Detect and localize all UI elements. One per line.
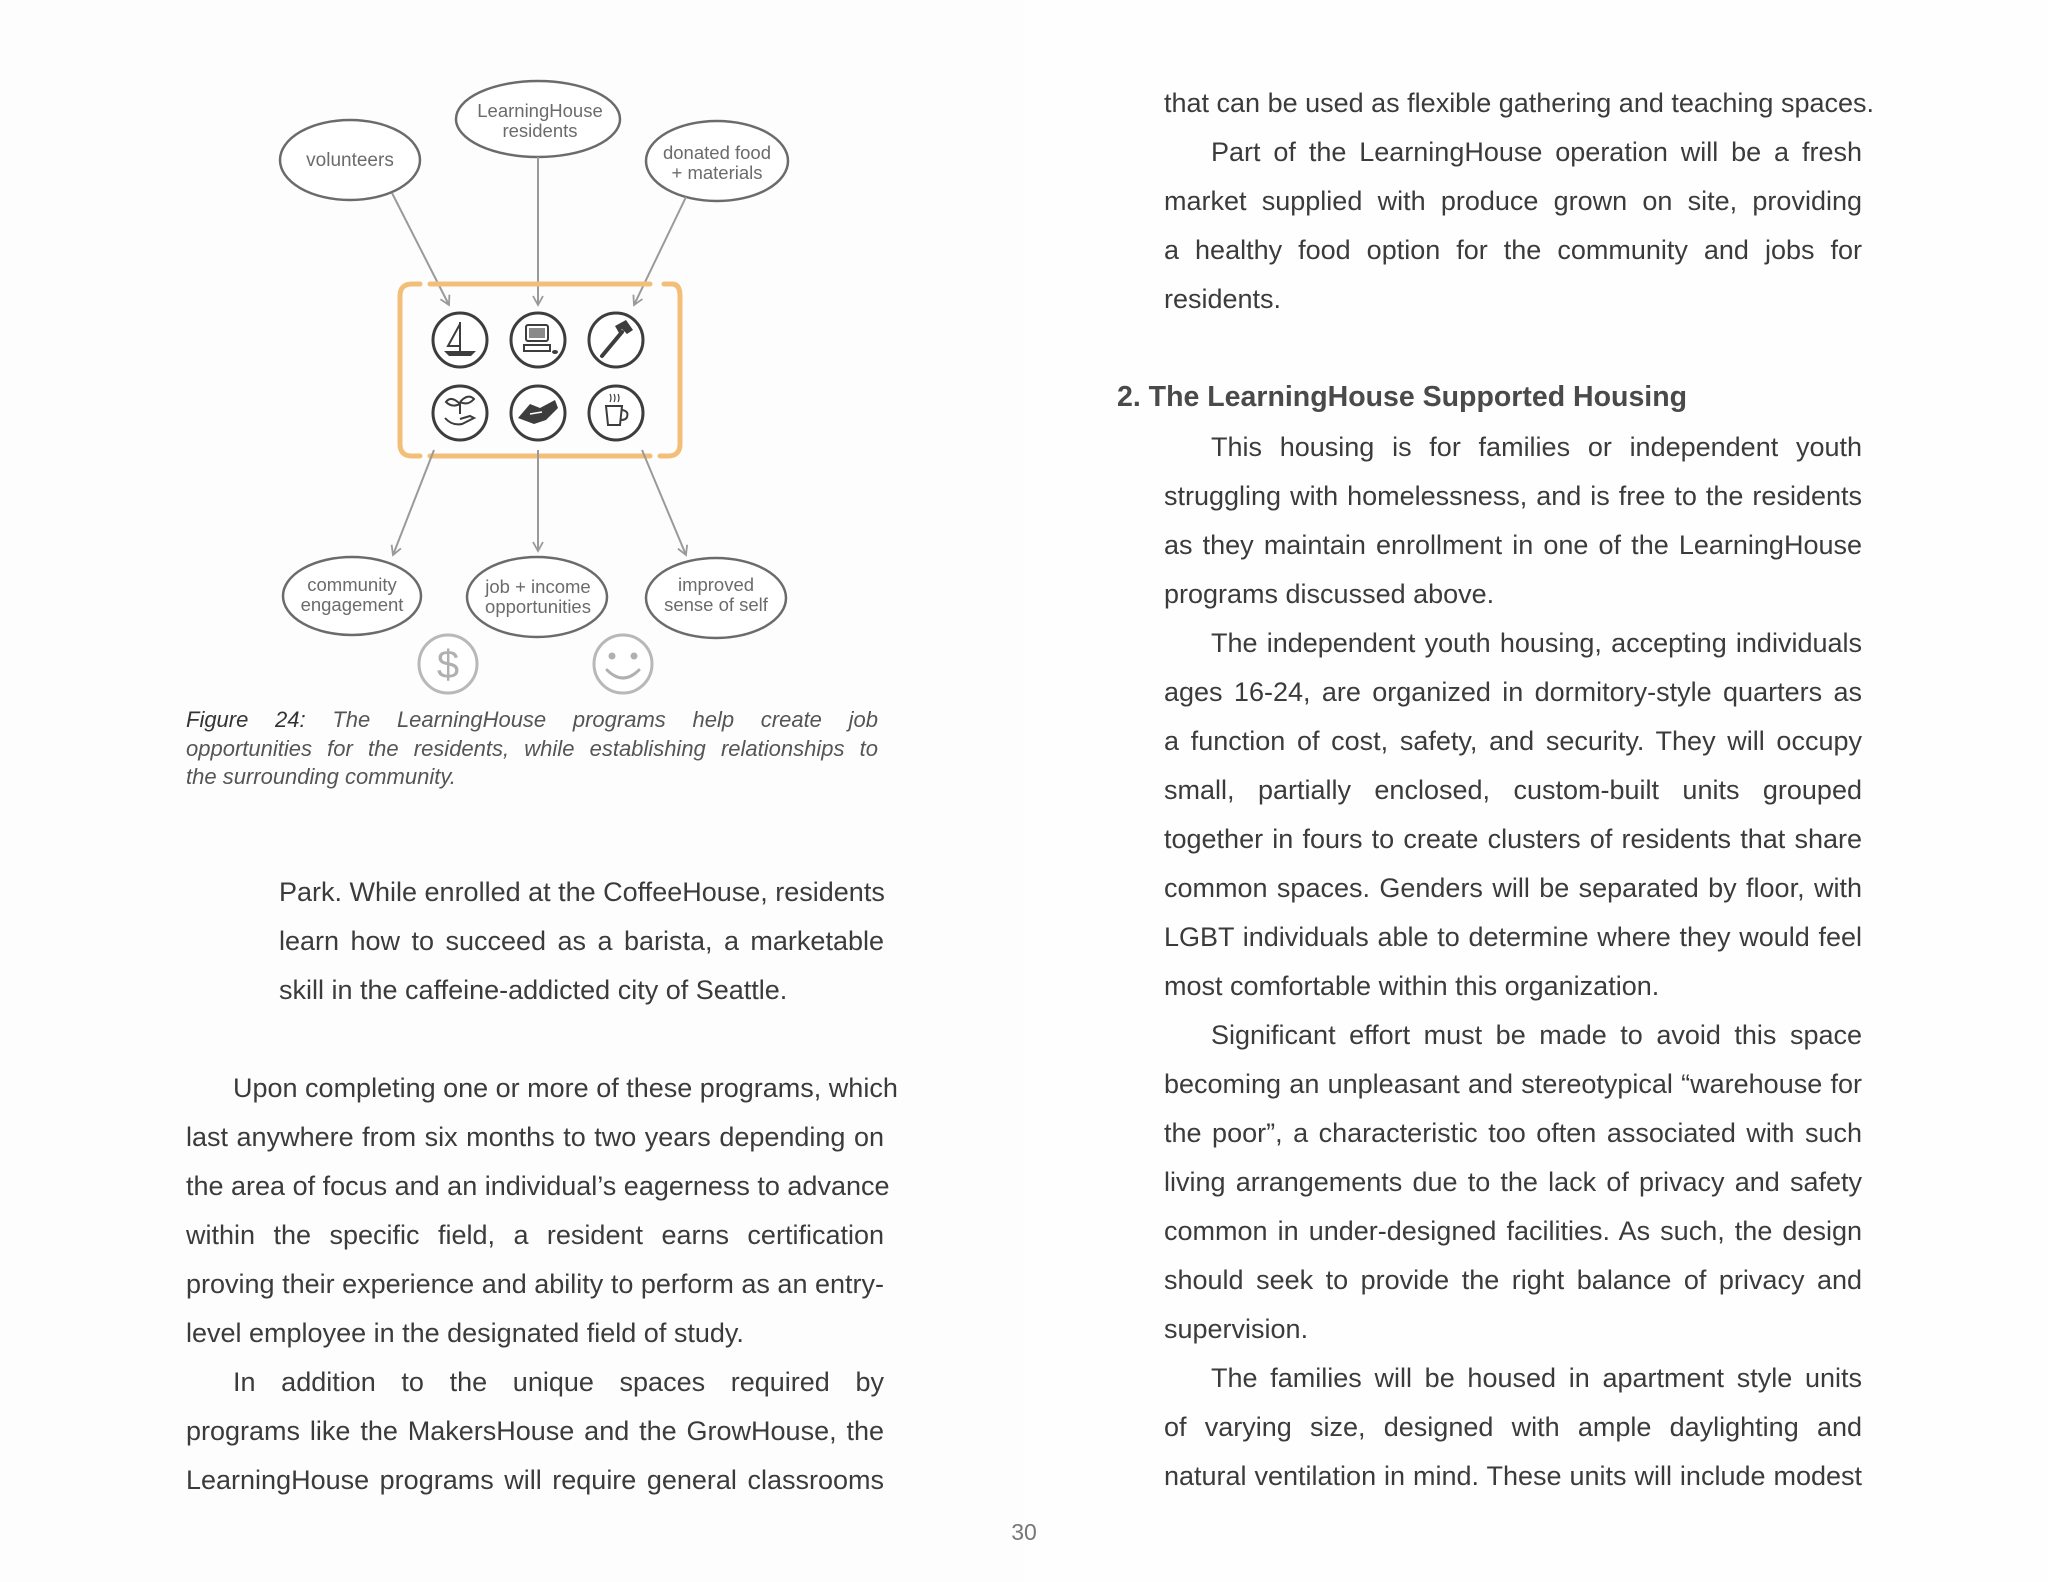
right-para2-line-2: struggling with homelessness, and is free to the residents <box>1164 481 1862 511</box>
dollar-icon <box>419 635 477 693</box>
right-para2-line-1: This housing is for families or independent youth <box>1211 432 1862 462</box>
right-para1-line-3: market supplied with produce grown on site, providing <box>1164 186 1862 216</box>
hammer-icon <box>589 313 643 367</box>
svg-text:$: $ <box>436 643 460 687</box>
right-para1-line-2: Part of the LearningHouse operation will be a fresh <box>1211 137 1862 167</box>
output-self-label-1: improved <box>677 574 755 595</box>
left-para1-line-5: proving their experience and ability to perform as an entry- <box>186 1269 884 1299</box>
right-para3-line-3: a function of cost, safety, and security. They will occupy <box>1164 726 1862 756</box>
left-para1-line-4: within the specific field, a resident earns certification <box>186 1220 884 1250</box>
left-para1-line-1: Upon completing one or more of these programs, which <box>233 1073 898 1103</box>
arrow-self <box>642 450 686 555</box>
right-para3-line-1: The independent youth housing, accepting individuals <box>1211 628 1862 658</box>
figure-caption <box>186 706 878 792</box>
sprout-in-hand-icon <box>433 386 487 440</box>
output-self <box>646 558 786 638</box>
right-para5-line-2: of varying size, designed with ample daylighting and <box>1164 1412 1862 1442</box>
input-donated-label-1: donated food <box>662 142 772 163</box>
left-para2-line-2: programs like the MakersHouse and the GrowHouse, the <box>186 1416 884 1446</box>
right-para1-line-5: residents. <box>1164 284 1282 314</box>
right-para3-line-5: together in fours to create clusters of residents that share <box>1164 824 1862 854</box>
input-donated <box>646 121 788 201</box>
left-para1-line-6: level employee in the designated field of study. <box>186 1318 744 1348</box>
caption-line-1-text: The LearningHouse programs help create job <box>332 707 878 732</box>
quote-line-3: skill in the caffeine-addicted city of Seattle. <box>279 975 788 1005</box>
left-para2-line-1: In addition to the unique spaces required by <box>233 1367 884 1397</box>
page-number: 30 <box>1011 1519 1037 1545</box>
right-para3-line-8: most comfortable within this organization. <box>1164 971 1660 1001</box>
coffee-cup-icon <box>589 386 643 440</box>
output-community-label-1: community <box>307 574 397 595</box>
right-para3-line-6: common spaces. Genders will be separated by floor, with <box>1164 873 1862 903</box>
input-donated-label-2: + materials <box>671 162 763 183</box>
right-para4-line-1: Significant effort must be made to avoid this space <box>1211 1020 1862 1050</box>
left-para1-line-3: the area of focus and an individual’s eagerness to advance <box>186 1171 890 1201</box>
left-para2-line-3: LearningHouse programs will require general classrooms <box>186 1465 884 1495</box>
right-para2-line-3: as they maintain enrollment in one of the LearningHouse <box>1164 530 1862 560</box>
sailboat-icon <box>433 313 487 367</box>
caption-line-2: opportunities for the residents, while establishing relationships to <box>186 735 878 761</box>
output-job-label-2: opportunities <box>485 596 591 617</box>
arrow-community <box>393 450 434 555</box>
right-para4-line-6: should seek to provide the right balance of privacy and <box>1164 1265 1862 1295</box>
right-para2-line-4: programs discussed above. <box>1164 579 1495 609</box>
input-residents-label-1: LearningHouse <box>477 100 603 121</box>
input-volunteers <box>280 120 420 200</box>
smiley-icon <box>594 635 652 693</box>
right-para1-line-4: a healthy food option for the community and jobs for <box>1164 235 1862 265</box>
input-residents <box>456 81 620 157</box>
caption-line-3: the surrounding community. <box>186 764 456 789</box>
output-job <box>467 557 607 637</box>
computer-icon <box>511 313 565 367</box>
right-para5-line-1: The families will be housed in apartment style units <box>1211 1363 1862 1393</box>
output-self-label-2: sense of self <box>664 594 768 615</box>
right-para4-line-2: becoming an unpleasant and stereotypical “warehouse for <box>1164 1069 1862 1099</box>
input-volunteers-label: volunteers <box>306 150 394 171</box>
input-residents-label-2: residents <box>502 120 578 141</box>
left-para1-line-2: last anywhere from six months to two years depending on <box>186 1122 884 1152</box>
right-para4-line-4: living arrangements due to the lack of privacy and safety <box>1164 1167 1862 1197</box>
quote-line-1: Park. While enrolled at the CoffeeHouse, residents <box>279 877 885 907</box>
right-para4-line-3: the poor”, a characteristic too often associated with such <box>1164 1118 1862 1148</box>
caption-label: Figure 24: <box>186 707 306 732</box>
output-job-label-1: job + income <box>485 576 591 597</box>
right-para1-line-1: that can be used as flexible gathering and teaching spaces. <box>1164 88 1874 118</box>
quote-line-2: learn how to succeed as a barista, a marketable <box>279 926 884 956</box>
output-community-label-2: engagement <box>300 594 404 615</box>
right-para4-line-5: common in under-designed facilities. As such, the design <box>1164 1216 1862 1246</box>
section-heading: 2. The LearningHouse Supported Housing <box>1117 381 1688 413</box>
right-page <box>1024 0 2048 1582</box>
handshake-icon <box>511 386 565 440</box>
output-community <box>283 557 421 635</box>
learninghouse-diagram <box>0 0 1024 720</box>
right-para5-line-3: natural ventilation in mind. These units will include modest <box>1164 1461 1862 1491</box>
right-para3-line-7: LGBT individuals able to determine where they would feel <box>1164 922 1862 952</box>
caption-line-1 <box>186 706 878 735</box>
right-para3-line-2: ages 16-24, are organized in dormitory-style quarters as <box>1164 677 1862 707</box>
right-para4-line-7: supervision. <box>1164 1314 1309 1344</box>
right-para3-line-4: small, partially enclosed, custom-built units grouped <box>1164 775 1862 805</box>
